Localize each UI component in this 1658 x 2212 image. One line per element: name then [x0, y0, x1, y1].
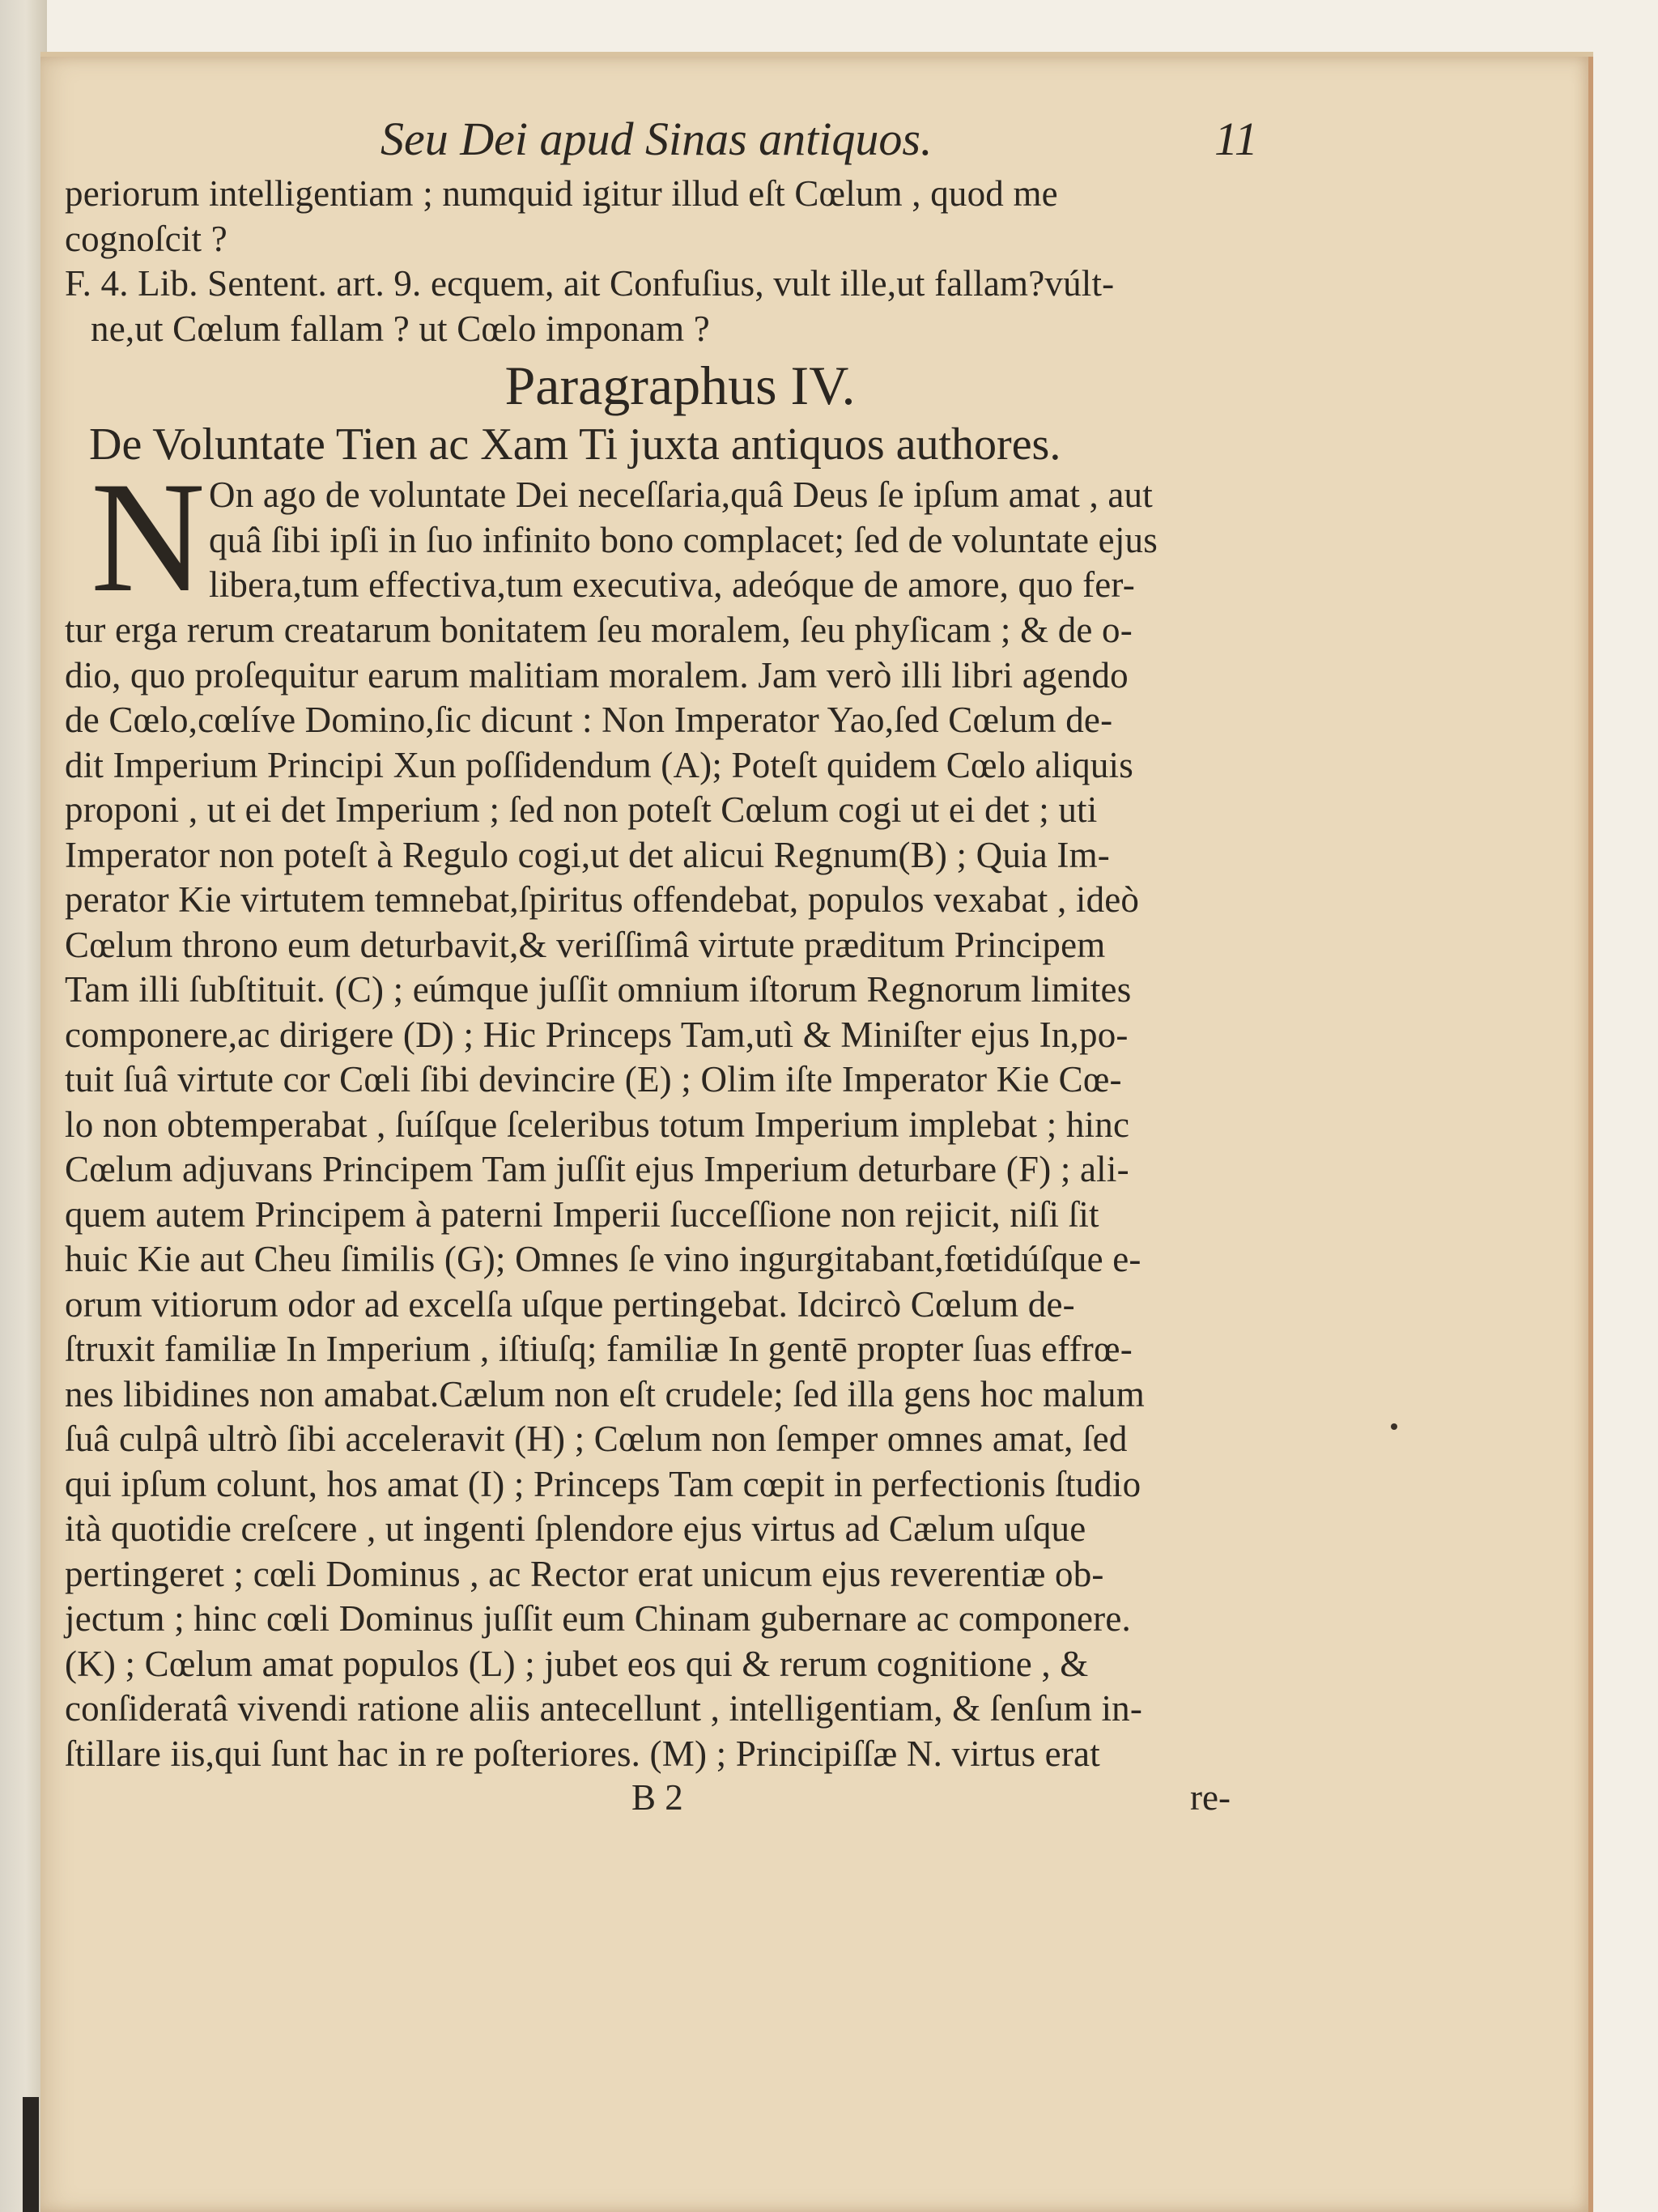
drop-cap: N [91, 449, 206, 625]
text-line: F. 4. Lib. Sentent. art. 9. ecquem, ait Confuſius, vult ille,ut fallam?vúlt- [65, 263, 1115, 304]
paragraph-heading: Paragraphus IV. [504, 355, 856, 416]
text-line: On ago de voluntate Dei neceſſaria,quâ Deus ſe ipſum amat , aut [209, 474, 1153, 515]
text-line: pertingeret ; cœli Dominus , ac Rector erat unicum ejus reverentiæ ob- [65, 1553, 1104, 1594]
text-line: (K) ; Cœlum amat populos (L) ; jubet eos qui & rerum cognitione , & [65, 1643, 1089, 1684]
text-line: conſideratâ vivendi ratione aliis antecellunt , intelligentiam, & ſenſum in- [65, 1688, 1143, 1729]
paragraph-subheading: De Voluntate Tien ac Xam Ti juxta antiquos authores. [89, 419, 1061, 470]
text-line: Tam illi ſubſtituit. (C) ; eúmque juſſit omnium iſtorum Regnorum limites [65, 969, 1132, 1010]
text-line: tuit ſuâ virtute cor Cœli ſibi devincire (E) ; Olim iſte Imperator Kie Cœ- [65, 1059, 1122, 1100]
text-line: dit Imperium Principi Xun poſſidendum (A); Poteſt quidem Cœlo aliquis [65, 744, 1133, 785]
text-line: Cœlum throno eum deturbavit,& veriſſimâ virtute præditum Principem [65, 924, 1106, 965]
text-line: Cœlum adjuvans Principem Tam juſſit ejus Imperium deturbare (F) ; ali- [65, 1149, 1129, 1189]
text-line: quem autem Principem à paterni Imperii ſucceſſione non rejicit, niſi ſit [65, 1193, 1099, 1235]
text-line: ità quotidie creſcere , ut ingenti ſplendore ejus virtus ad Cælum uſque [65, 1508, 1086, 1549]
page-footer [65, 1776, 1263, 1825]
text-line: Imperator non poteſt à Regulo cogi,ut det alicui Regnum(B) ; Quia Im- [65, 834, 1110, 875]
text-line: periorum intelligentiam ; numquid igitur illud eſt Cœlum , quod me [65, 173, 1058, 214]
text-line: ſtruxit familiæ In Imperium , iſtiuſq; familiæ In gentē propter ſuas effrœ- [65, 1329, 1133, 1369]
ink-speck [1391, 1423, 1397, 1430]
text-line: perator Kie virtutem temnebat,ſpiritus offendebat, populos vexabat , ideò [65, 879, 1140, 920]
text-line: qui ipſum colunt, hos amat (I) ; Princeps Tam cœpit in perfectionis ſtudio [65, 1463, 1141, 1504]
text-line: libera,tum effectiva,tum executiva, adeóque de amore, quo fer- [209, 564, 1135, 605]
text-line: tur erga rerum creatarum bonitatem ſeu moralem, ſeu phyſicam ; & de o- [65, 610, 1133, 650]
page-number: 11 [1214, 113, 1258, 165]
running-head [65, 107, 1263, 172]
text-line: nes libidines non amabat.Cælum non eſt crudele; ſed illa gens hoc malum [65, 1373, 1145, 1414]
page-text [65, 107, 1263, 1825]
text-line: proponi , ut ei det Imperium ; ſed non poteſt Cœlum cogi ut ei det ; uti [65, 789, 1098, 830]
running-head-title: Seu Dei apud Sinas antiquos. [380, 113, 933, 165]
text-line: lo non obtemperabat , ſuíſque ſceleribus totum Imperium implebat ; hinc [65, 1104, 1130, 1145]
catchword: re- [1190, 1777, 1231, 1818]
signature-mark: B 2 [631, 1777, 683, 1818]
text-line: de Cœlo,cœlíve Domino,ſic dicunt : Non Imperator Yao,ſed Cœlum de- [65, 700, 1113, 740]
text-line: ne,ut Cœlum fallam ? ut Cœlo imponam ? [91, 308, 710, 349]
text-line: ſtillare iis,qui ſunt hac in re poſteriores. (M) ; Principiſſæ N. virtus erat [65, 1733, 1100, 1774]
text-line: jectum ; hinc cœli Dominus juſſit eum Chinam gubernare ac componere. [65, 1598, 1131, 1639]
text-line: componere,ac dirigere (D) ; Hic Princeps Tam,utì & Miniſter ejus In,po- [65, 1014, 1129, 1055]
text-line: dio, quo proſequitur earum malitiam moralem. Jam verò illi libri agendo [65, 654, 1129, 696]
text-line: ſuâ culpâ ultrò ſibi acceleravit (H) ; Cœlum non ſemper omnes amat, ſed [65, 1419, 1128, 1459]
drop-cap-lines [209, 473, 1158, 608]
text-line: quâ ſibi ipſi in ſuo infinito bono complacet; ſed de voluntate ejus [209, 519, 1158, 560]
opening-paragraph [65, 449, 1263, 625]
text-line: huic Kie aut Cheu ſimilis (G); Omnes ſe vino ingurgitabant,fœtidúſque e- [65, 1239, 1141, 1279]
binding-edge [23, 2097, 39, 2212]
text-line: orum vitiorum odor ad excelſa uſque pertingebat. Idcircò Cœlum de- [65, 1283, 1075, 1325]
text-line: cognoſcit ? [65, 218, 227, 259]
